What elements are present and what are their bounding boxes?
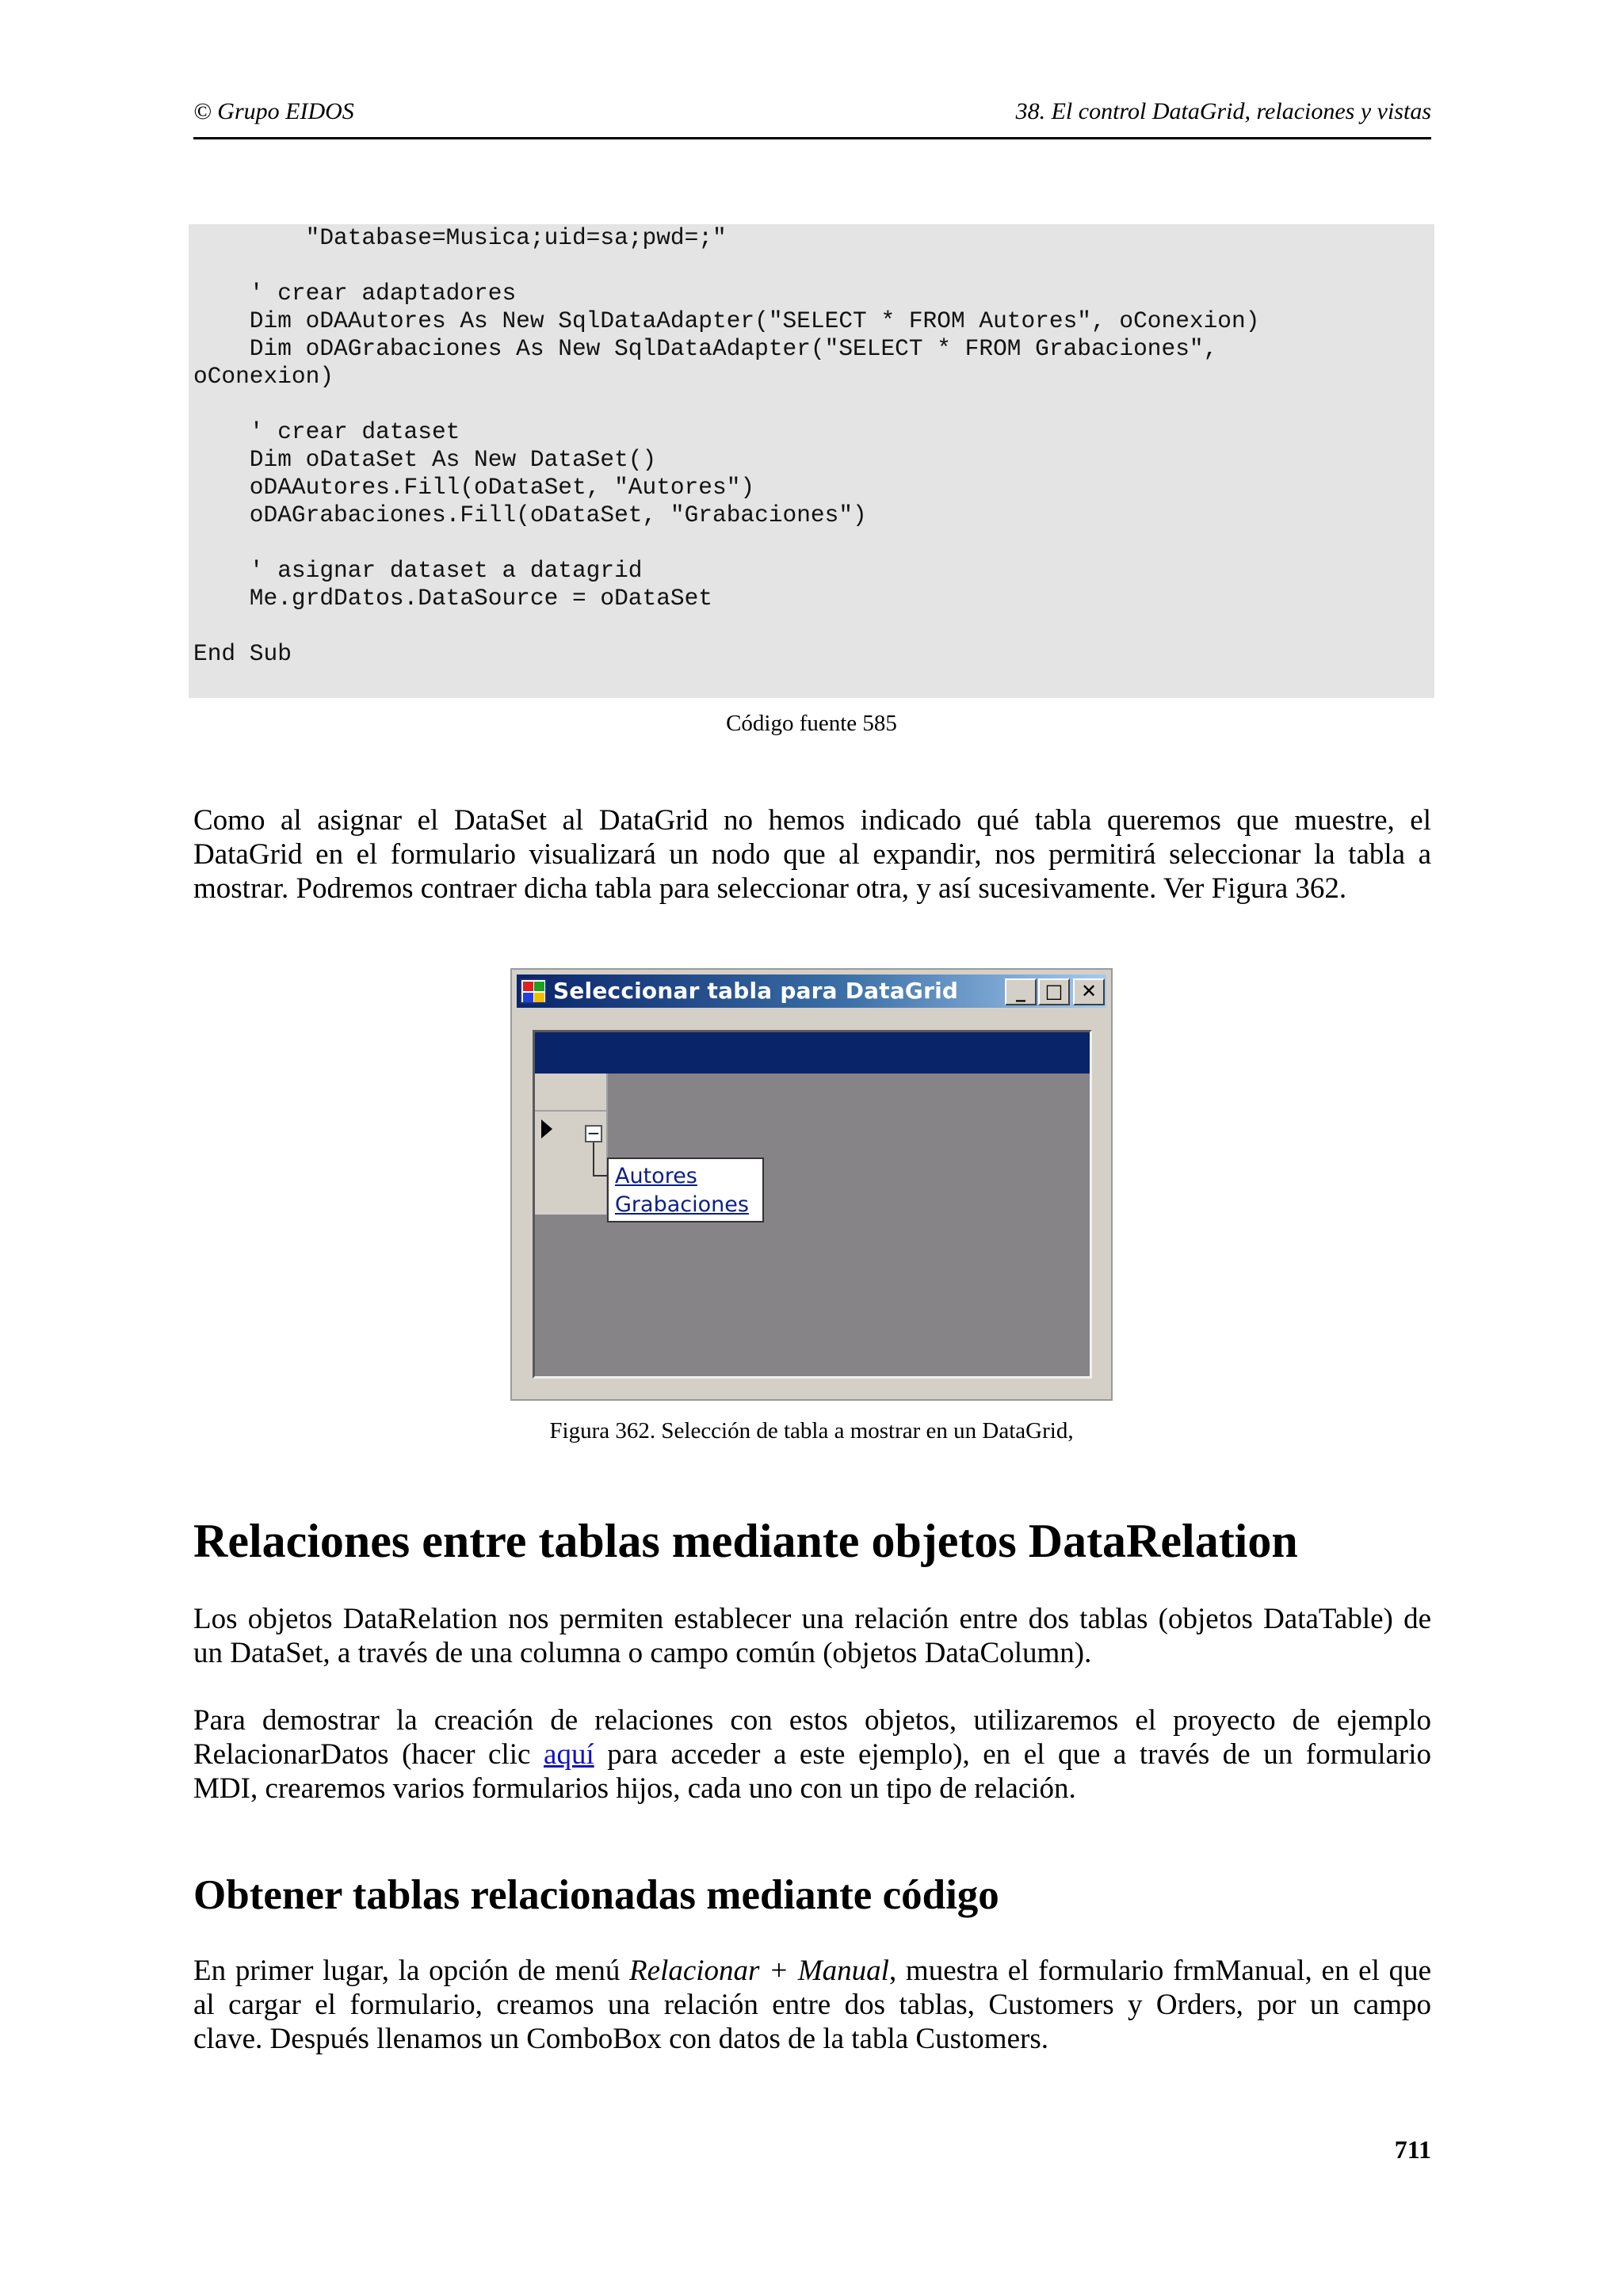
text-span: En primer lugar, la opción de menú: [193, 1955, 630, 1987]
code-line: End Sub: [193, 640, 292, 667]
datagrid-window: [510, 968, 1113, 1401]
code-line: ' crear dataset: [193, 418, 460, 445]
code-line: "Database=Musica;uid=sa;pwd=;": [193, 224, 727, 251]
paragraph-line: Como al asignar el DataSet al DataGrid no hemos indicado qué tabla queremos que muestre, el: [193, 804, 1431, 837]
paragraph-line: [193, 1954, 1431, 1988]
section-heading-related-tables: Obtener tablas relacionadas mediante código: [193, 1872, 999, 1918]
paragraph-line: mostrar. Podremos contraer dicha tabla para seleccionar otra, y así sucesivamente. Ver Figura 362.: [193, 872, 1347, 905]
paragraph-datarelation-intro: [193, 1602, 1431, 1670]
header-chapter-title: 38. El control DataGrid, relaciones y vistas: [1015, 98, 1431, 124]
window-title: Seleccionar tabla para DataGrid: [553, 978, 959, 1004]
paragraph-line: [193, 1737, 1431, 1772]
text-span: , muestra el formulario frmManual, en el que: [888, 1955, 1431, 1987]
paragraph-example-project: [193, 1703, 1431, 1806]
paragraph-line: al cargar el formulario, creamos una relación entre dos tablas, Customers y Orders, por un campo: [193, 1989, 1431, 2021]
table-link-autores[interactable]: Autores: [615, 1164, 697, 1188]
paragraph-line: MDI, crearemos varios formularios hijos, cada uno con un tipo de relación.: [193, 1772, 1076, 1805]
page-header: [193, 93, 1431, 139]
datagrid-corner-header: [535, 1074, 608, 1112]
paragraph-line: clave. Después llenamos un ComboBox con datos de la tabla Customers.: [193, 2023, 1048, 2055]
code-line: Dim oDAAutores As New SqlDataAdapter("SELECT * FROM Autores", oConexion): [193, 307, 1260, 334]
code-line: ' crear adaptadores: [193, 280, 517, 307]
maximize-button[interactable]: □: [1038, 978, 1070, 1005]
text-span: para acceder a este ejemplo), en el que a través de un formulario: [594, 1738, 1432, 1771]
example-link[interactable]: aquí: [544, 1738, 594, 1771]
code-caption: Código fuente 585: [726, 711, 897, 736]
tree-connector: [593, 1142, 594, 1176]
code-line: [193, 252, 1434, 280]
figure-caption: Figura 362. Selección de tabla a mostrar en un DataGrid,: [549, 1418, 1074, 1444]
code-line: Dim oDataSet As New DataSet(): [193, 446, 657, 473]
collapse-node-icon[interactable]: −: [585, 1125, 602, 1142]
code-line: [193, 391, 1434, 418]
minimize-button[interactable]: _: [1005, 978, 1037, 1005]
paragraph-dataset-intro: [193, 803, 1431, 906]
table-link-list: [607, 1158, 764, 1222]
header-publisher: © Grupo EIDOS: [193, 98, 354, 124]
code-line: Dim oDAGrabaciones As New SqlDataAdapter("SELECT * FROM Grabaciones",: [193, 335, 1218, 362]
datagrid-caption-bar: [535, 1032, 1090, 1074]
paragraph-line: Los objetos DataRelation nos permiten establecer una relación entre dos tablas (objetos DataTable) de: [193, 1603, 1431, 1635]
close-button[interactable]: ✕: [1073, 978, 1105, 1005]
code-line: oDAGrabaciones.Fill(oDataSet, "Grabaciones"): [193, 502, 867, 528]
datagrid[interactable]: [533, 1030, 1092, 1379]
code-line: Me.grdDatos.DataSource = oDataSet: [193, 585, 713, 612]
page-number: 711: [1394, 2135, 1431, 2164]
table-link-grabaciones[interactable]: Grabaciones: [615, 1192, 749, 1217]
code-line: oConexion): [193, 363, 334, 390]
code-line: oDAAutores.Fill(oDataSet, "Autores"): [193, 474, 755, 501]
tree-connector: [593, 1175, 607, 1177]
paragraph-manual-relation: [193, 1954, 1431, 2056]
current-row-arrow-icon: [541, 1119, 552, 1138]
section-heading-datarelation: Relaciones entre tablas mediante objetos DataRelation: [193, 1515, 1298, 1567]
menu-option-text: Relacionar + Manual: [629, 1955, 889, 1987]
code-listing: [189, 224, 1434, 698]
code-line: ' asignar dataset a datagrid: [193, 557, 643, 584]
paragraph-line: un DataSet, a través de una columna o campo común (objetos DataColumn).: [193, 1637, 1092, 1669]
paragraph-line: Para demostrar la creación de relaciones con estos objetos, utilizaremos el proyecto de ejemplo: [193, 1704, 1431, 1737]
code-line: [193, 612, 1434, 640]
code-line: [193, 529, 1434, 557]
window-titlebar[interactable]: [517, 974, 1106, 1008]
text-span: RelacionarDatos (hacer clic: [193, 1738, 544, 1771]
app-icon: [520, 978, 547, 1004]
paragraph-line: DataGrid en el formulario visualizará un nodo que al expandir, nos permitirá seleccionar la tabla a: [193, 838, 1431, 871]
